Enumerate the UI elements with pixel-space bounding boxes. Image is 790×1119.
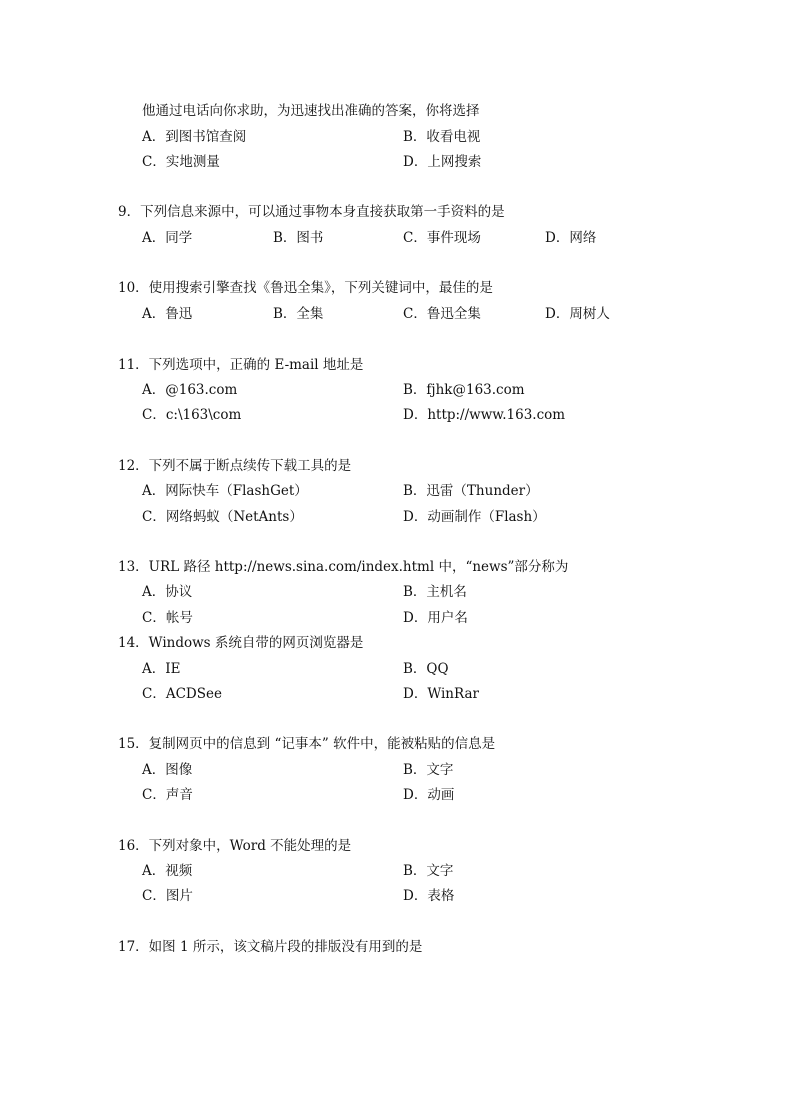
q14-option-c: C．ACDSee [142,686,222,702]
q8-option-a: A．到图书馆查阅 [142,129,247,145]
q15-stem: 15．复制网页中的信息到 “记事本” 软件中，能被粘贴的信息是 [118,736,496,752]
q13-option-d: D．用户名 [403,610,468,626]
q9-option-b: B．图书 [273,230,324,246]
q10-option-c: C．鲁迅全集 [403,306,481,322]
q13-stem: 13．URL 路径 http://news.sina.com/index.html 中，“news”部分称为 [118,559,569,575]
q14-option-b: B．QQ [403,661,449,677]
q16-option-b: B．文字 [403,863,454,879]
q14-stem: 14．Windows 系统自带的网页浏览器是 [118,635,364,651]
q15-option-a: A．图像 [142,762,193,778]
q11-option-c: C．c:\163\com [142,407,242,423]
q10-option-b: B．全集 [273,306,324,322]
q9-option-c: C．事件现场 [403,230,481,246]
q15-option-d: D．动画 [403,787,455,803]
q8-option-c: C．实地测量 [142,154,220,170]
q17-stem: 17．如图 1 所示，该文稿片段的排版没有用到的是 [118,939,423,955]
q12-option-d: D．动画制作（Flash） [403,509,546,525]
q12-stem: 12．下列不属于断点续传下载工具的是 [118,458,352,474]
q9-option-a: A．同学 [142,230,193,246]
q11-stem: 11．下列选项中，正确的 E-mail 地址是 [118,357,364,373]
q13-option-b: B．主机名 [403,584,467,600]
q14-option-a: A．IE [142,661,181,677]
q8-stem: 他通过电话向你求助，为迅速找出准确的答案，你将选择 [142,103,480,119]
q8-option-d: D．上网搜索 [403,154,482,170]
q16-option-d: D．表格 [403,888,455,904]
q12-option-a: A．网际快车（FlashGet） [142,483,308,499]
q12-option-c: C．网络蚂蚁（NetAnts） [142,509,303,525]
q11-option-b: B．fjhk@163.com [403,382,525,398]
q8-option-b: B．收看电视 [403,129,481,145]
q16-option-c: C．图片 [142,888,193,904]
q13-option-a: A．协议 [142,584,193,600]
q16-stem: 16．下列对象中，Word 不能处理的是 [118,838,352,854]
q13-option-c: C．帐号 [142,610,193,626]
q10-stem: 10．使用搜索引擎查找《鲁迅全集》，下列关键词中，最佳的是 [118,280,493,296]
q15-option-c: C．声音 [142,787,193,803]
q9-option-d: D．网络 [545,230,597,246]
q15-option-b: B．文字 [403,762,454,778]
q11-option-d: D．http://www.163.com [403,407,566,423]
q12-option-b: B．迅雷（Thunder） [403,483,539,499]
q14-option-d: D．WinRar [403,686,479,702]
q9-stem: 9．下列信息来源中，可以通过事物本身直接获取第一手资料的是 [118,204,505,220]
q10-option-d: D．周树人 [545,306,610,322]
q16-option-a: A．视频 [142,863,193,879]
q11-option-a: A．@163.com [142,382,238,398]
q10-option-a: A．鲁迅 [142,306,193,322]
